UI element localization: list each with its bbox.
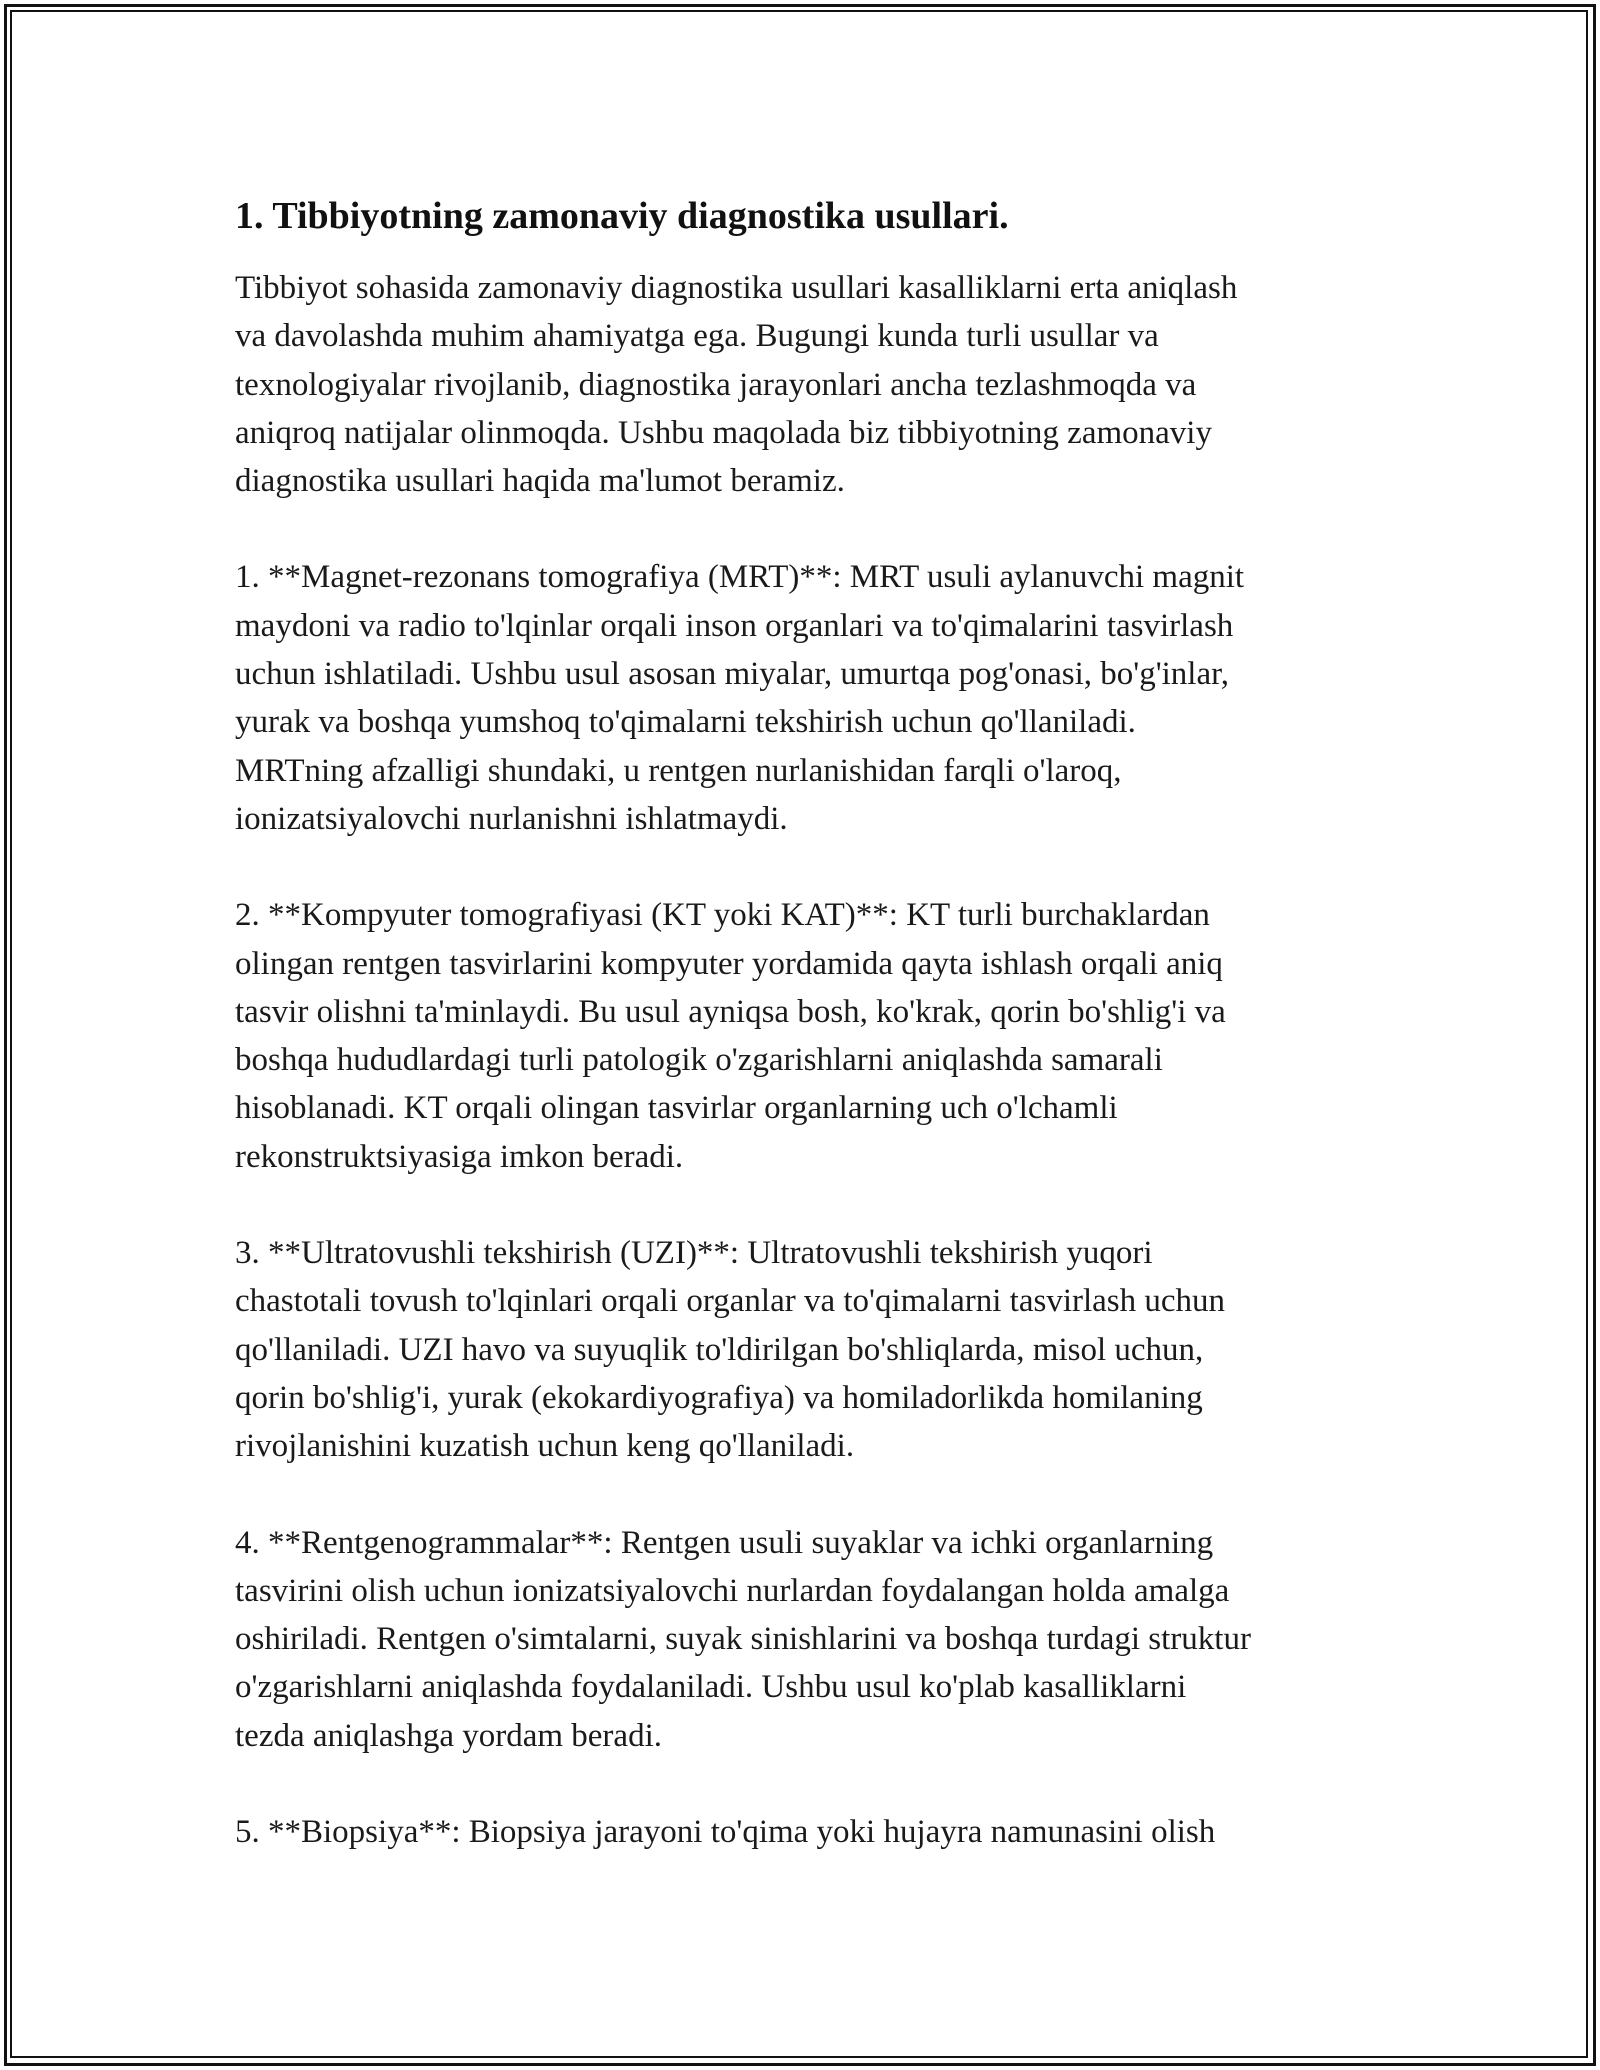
section-biopsy-paragraph: 5. **Biopsiya**: Biopsiya jarayoni to'qima yoki hujayra namunasini olish bbox=[235, 1814, 1216, 1851]
document-body bbox=[235, 184, 1375, 1856]
section-xray-paragraph: 4. **Rentgenogrammalar**: Rentgen usuli suyaklar va ichki organlarning tasvirini olish uchun ionizatsiyalovchi nurlardan foydalangan holda amalga oshiriladi. Rentgen o'simtalarni, suyak sinishlarini va boshqa turdagi struktur o'zgarishlarni aniqlashda foydalaniladi. Ushbu usul ko'plab kasalliklarni tezda aniqlashga yordam beradi. bbox=[235, 1524, 1251, 1754]
section-mrt-paragraph: 1. **Magnet-rezonans tomografiya (MRT)**: MRT usuli aylanuvchi magnit maydoni va radio to'lqinlar orqali inson organlari va to'qimalarini tasvirlash uchun ishlatiladi. Ushbu usul asosan miyalar, umurtqa pog'onasi, bo'g'inlar, yurak va boshqa yumshoq to'qimalarni tekshirish uchun qo'llaniladi. MRTning afzalligi shundaki, u rentgen nurlanishidan farqli o'laroq, ionizatsiyalovchi nurlanishni ishlatmaydi. bbox=[235, 559, 1245, 837]
document-title: 1. Tibbiyotning zamonaviy diagnostika usullari. bbox=[235, 195, 1009, 237]
section-kt-paragraph: 2. **Kompyuter tomografiyasi (KT yoki KAT)**: KT turli burchaklardan olingan rentgen tasvirlarini kompyuter yordamida qayta ishlash orqali aniq tasvir olishni ta'minlaydi. Bu usul ayniqsa bosh, ko'krak, qorin bo'shlig'i va boshqa hududlardagi turli patologik o'zgarishlarni aniqlashda samarali hisoblanadi. KT orqali olingan tasvirlar organlarning uch o'lchamli rekonstruktsiyasiga imkon beradi. bbox=[235, 897, 1226, 1175]
intro-paragraph: Tibbiyot sohasida zamonaviy diagnostika usullari kasalliklarni erta aniqlash va davolashda muhim ahamiyatga ega. Bugungi kunda turli usullar va texnologiyalar rivojlanib, diagnostika jarayonlari ancha tezlashmoqda va aniqroq natijalar olinmoqda. Ushbu maqolada biz tibbiyotning zamonaviy diagnostika usullari haqida ma'lumot beramiz. bbox=[235, 270, 1238, 500]
section-uzi-paragraph: 3. **Ultratovushli tekshirish (UZI)**: Ultratovushli tekshirish yuqori chastotali tovush to'lqinlari orqali organlar va to'qimalarni tasvirlash uchun qo'llaniladi. UZI havo va suyuqlik to'ldirilgan bo'shliqlarda, misol uchun, qorin bo'shlig'i, yurak (ekokardiyografiya) va homiladorlikda homilaning rivojlanishini kuzatish uchun keng qo'llaniladi. bbox=[235, 1235, 1226, 1465]
